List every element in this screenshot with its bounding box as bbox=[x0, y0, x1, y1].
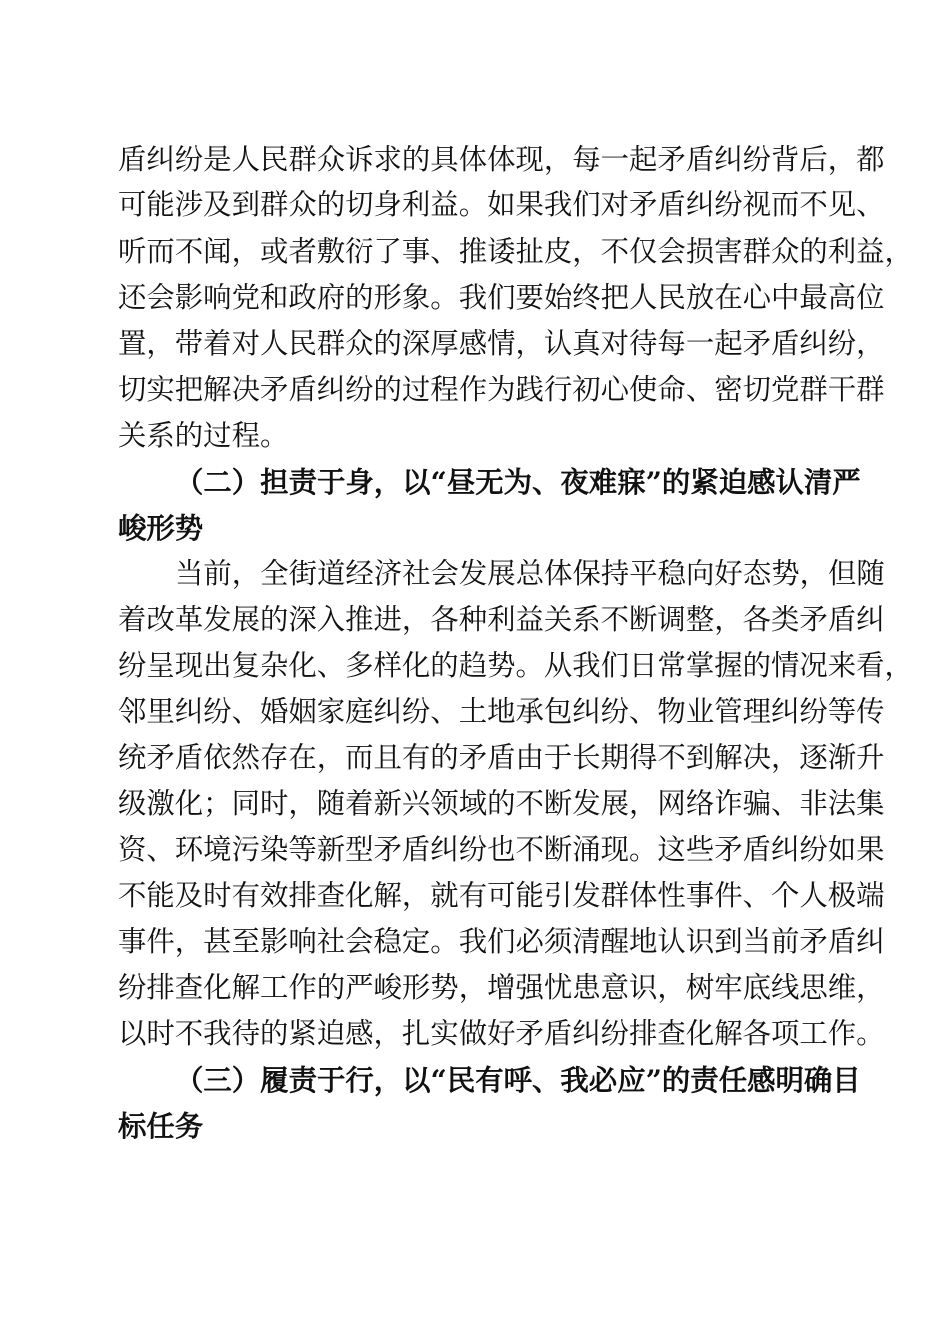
text-line: 关系的过程。 bbox=[118, 419, 289, 452]
text-line: 当前，全街道经济社会发展总体保持平稳向好态势，但随 bbox=[175, 557, 885, 590]
text-line: 资、环境污染等新型矛盾纠纷也不断涌现。这些矛盾纠纷如果 bbox=[118, 833, 885, 866]
text-line: 听而不闻，或者敷衍了事、推诿扯皮，不仅会损害群众的利益， bbox=[118, 235, 913, 268]
text-line: 还会影响党和政府的形象。我们要始终把人民放在心中最高位 bbox=[118, 281, 885, 314]
text-line: 切实把解决矛盾纠纷的过程作为践行初心使命、密切党群干群 bbox=[118, 373, 885, 406]
text-line: 可能涉及到群众的切身利益。如果我们对矛盾纠纷视而不见、 bbox=[118, 188, 885, 221]
text-line: 统矛盾依然存在，而且有的矛盾由于长期得不到解决，逐渐升 bbox=[118, 741, 885, 774]
text-line: 纷呈现出复杂化、多样化的趋势。从我们日常掌握的情况来看， bbox=[118, 649, 913, 682]
text-line: 着改革发展的深入推进，各种利益关系不断调整，各类矛盾纠 bbox=[118, 603, 885, 636]
text-line: 以时不我待的紧迫感，扎实做好矛盾纠纷排查化解各项工作。 bbox=[118, 1017, 885, 1050]
text-line: 级激化；同时，随着新兴领域的不断发展，网络诈骗、非法集 bbox=[118, 787, 885, 820]
text-line: 事件，甚至影响社会稳定。我们必须清醒地认识到当前矛盾纠 bbox=[118, 925, 885, 958]
heading-line: 标任务 bbox=[118, 1109, 204, 1143]
text-line: 盾纠纷是人民群众诉求的具体体现，每一起矛盾纠纷背后，都 bbox=[118, 143, 885, 176]
heading-line: （二）担责于身，以“昼无为、夜难寐”的紧迫感认清严 bbox=[175, 465, 861, 499]
heading-line: （三）履责于行，以“民有呼、我必应”的责任感明确目 bbox=[175, 1063, 861, 1097]
heading-line: 峻形势 bbox=[118, 511, 204, 545]
text-line: 纷排查化解工作的严峻形势，增强忧患意识，树牢底线思维， bbox=[118, 971, 885, 1004]
text-line: 不能及时有效排查化解，就有可能引发群体性事件、个人极端 bbox=[118, 879, 885, 912]
text-line: 置，带着对人民群众的深厚感情，认真对待每一起矛盾纠纷， bbox=[118, 327, 885, 360]
text-line: 邻里纠纷、婚姻家庭纠纷、土地承包纠纷、物业管理纠纷等传 bbox=[118, 695, 885, 728]
